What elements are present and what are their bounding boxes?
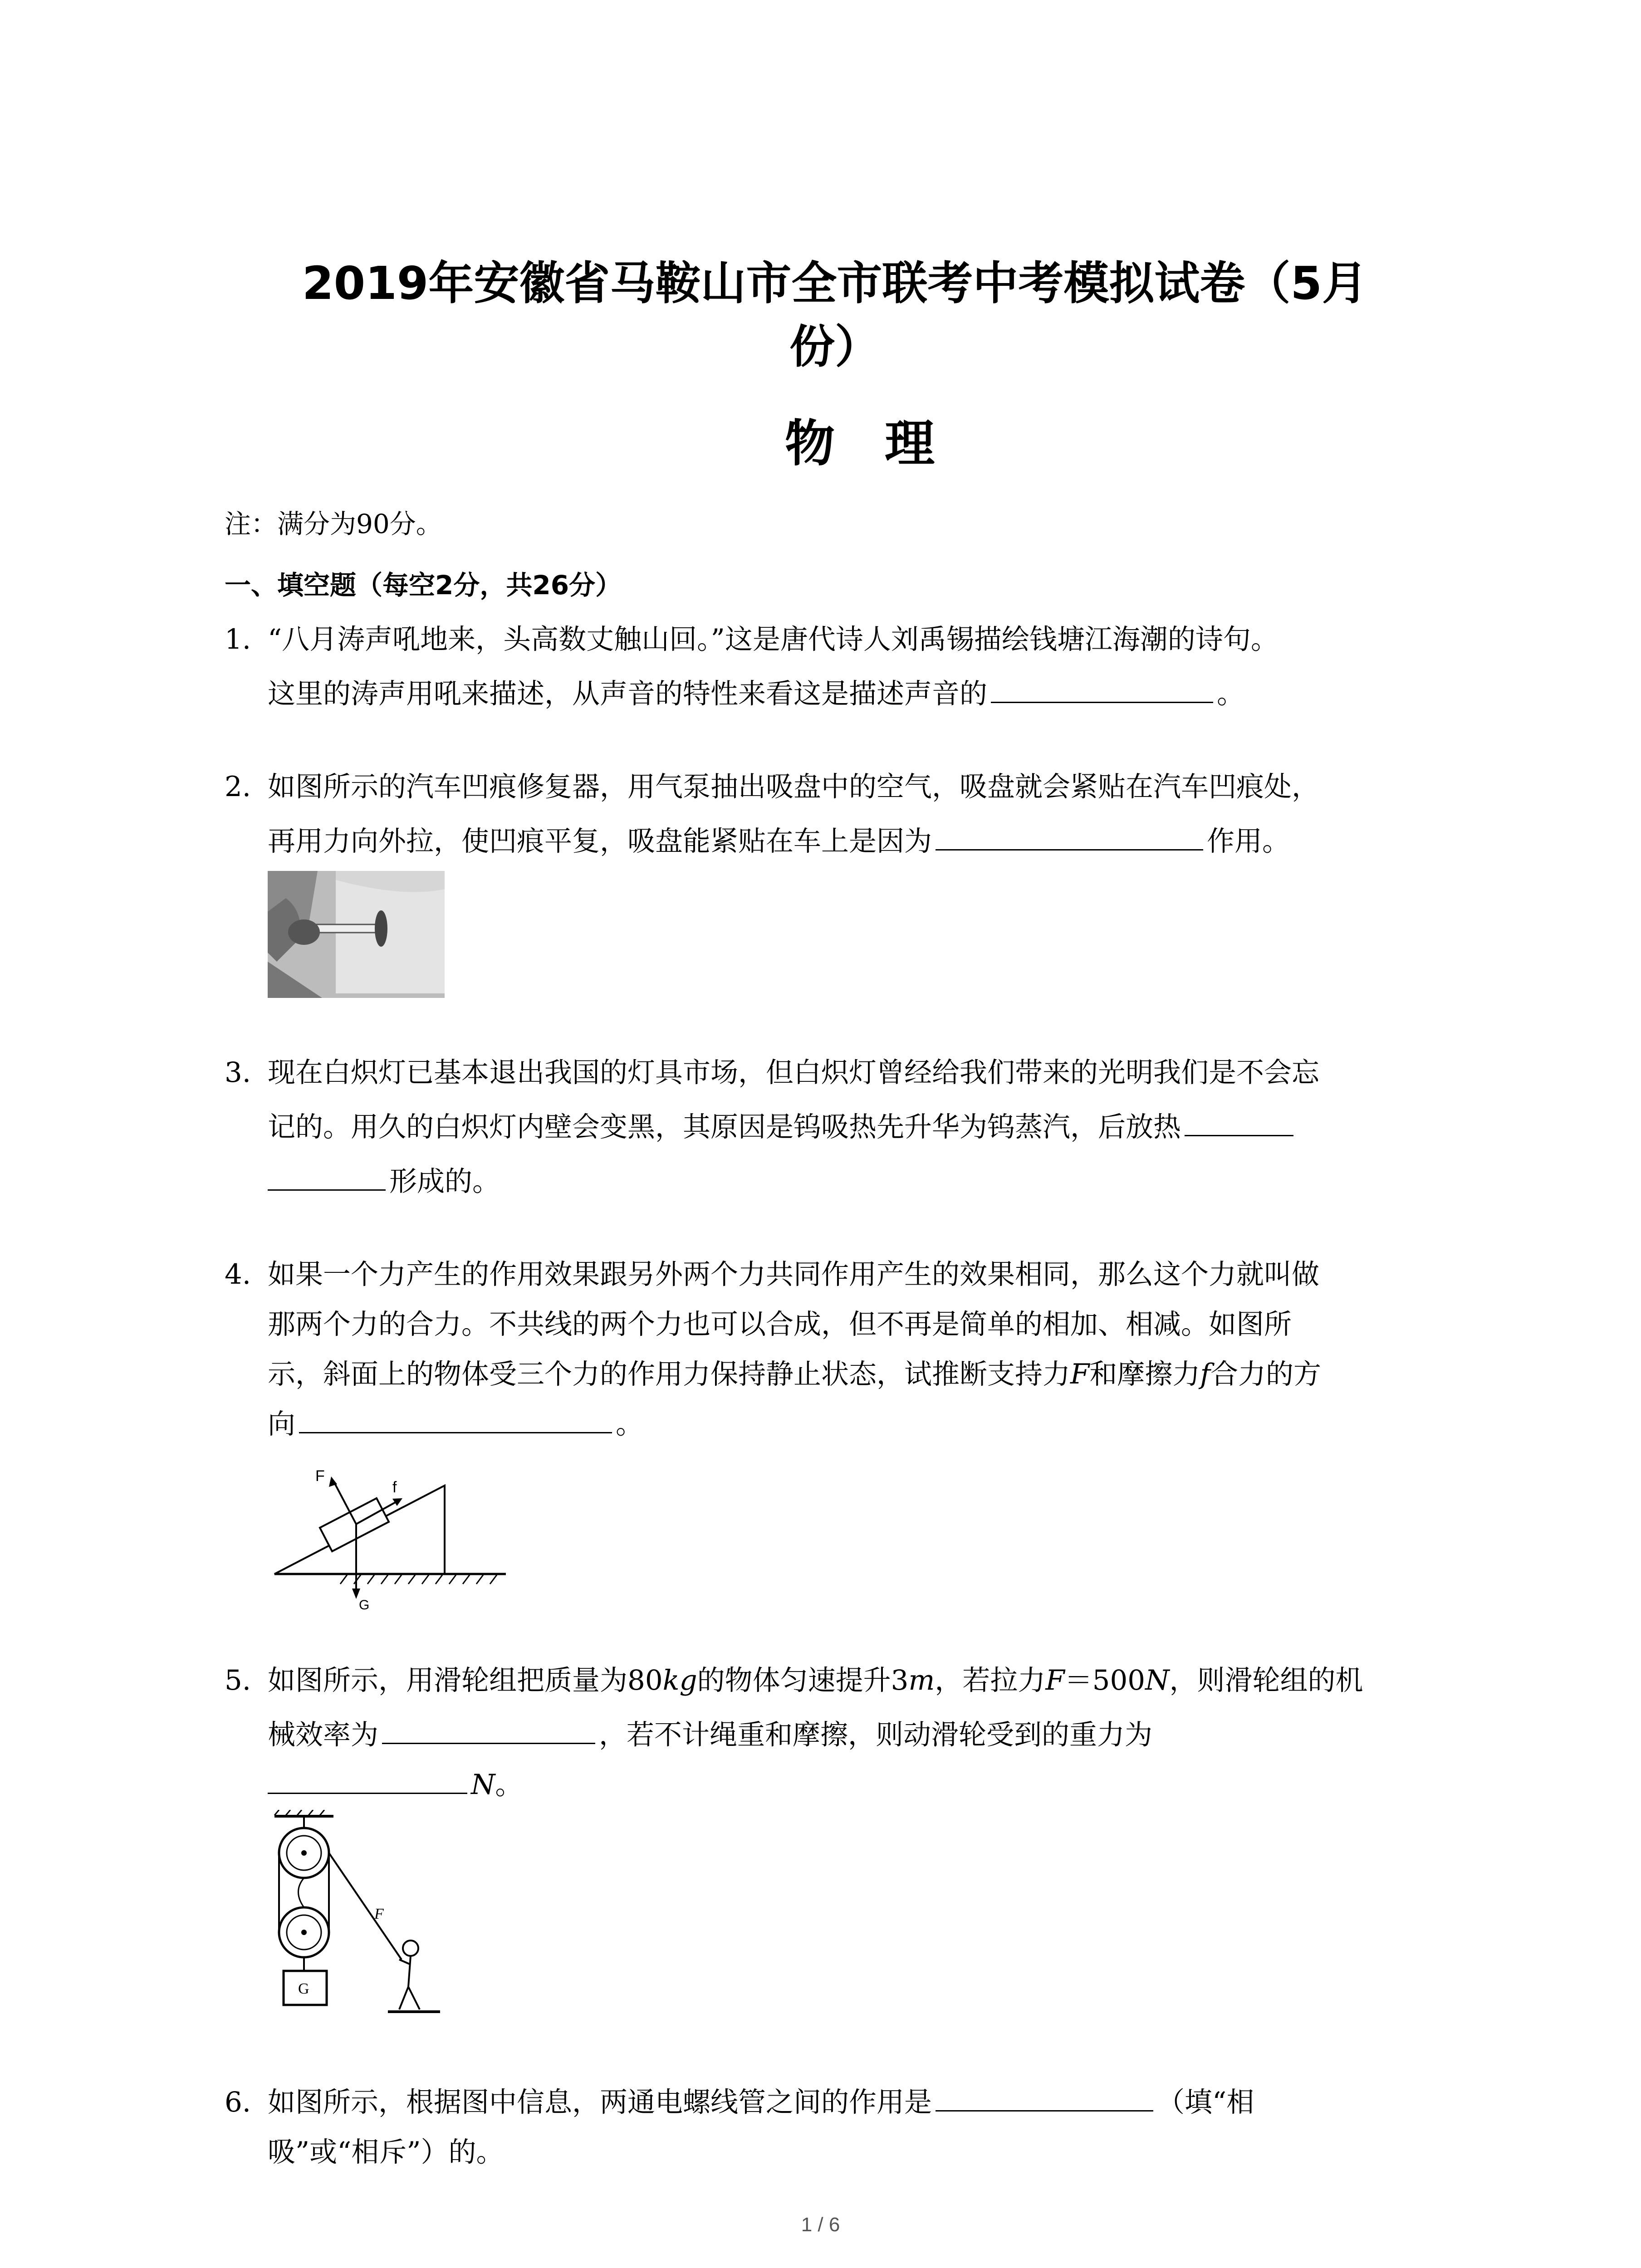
question-text: 的物体匀速提升 [697, 1664, 891, 1696]
question-3-line2 [268, 1107, 1297, 1148]
question-number: 6. [225, 2086, 251, 2118]
answer-blank[interactable] [268, 1765, 467, 1794]
question-4-line2: 那两个力的合力。不共线的两个力也可以合成，但不再是简单的相加、相减。如图所 [268, 1308, 1292, 1340]
height-value: 3 [891, 1664, 909, 1696]
force-value: ＝500 [1064, 1664, 1146, 1696]
answer-blank[interactable] [268, 1161, 386, 1191]
question-6-line2: 吸”或“相斥”）的。 [268, 2136, 504, 2168]
question-3 [225, 1052, 1319, 1093]
question-3-line3 [268, 1161, 500, 1202]
answer-blank[interactable] [382, 1715, 595, 1744]
question-text: 。 [495, 1769, 523, 1801]
question-text: 。 [1217, 678, 1245, 710]
question-text: 现在白炽灯已基本退出我国的灯具市场，但白炽灯曾经给我们带来的光明我们是不会忘 [268, 1056, 1320, 1089]
answer-blank[interactable] [1185, 1107, 1293, 1136]
question-1-line2 [268, 674, 1244, 714]
question-text: 再用力向外拉，使凹痕平复，吸盘能紧贴在车上是因为 [268, 825, 932, 857]
symbol-F: F [1045, 1664, 1065, 1696]
answer-blank[interactable] [936, 821, 1203, 850]
score-note: 注：满分为90分。 [225, 508, 442, 539]
question-5 [225, 1660, 1363, 1701]
question-5-line3 [268, 1765, 523, 1805]
question-4-line4 [268, 1404, 643, 1445]
pulley-system-diagram [265, 1810, 470, 2023]
symbol-f: f [1200, 1358, 1210, 1390]
question-text: 。 [616, 1408, 644, 1440]
question-text: ，若拉力 [935, 1664, 1046, 1696]
question-number: 3. [225, 1056, 251, 1089]
force-label-f: f [392, 1479, 397, 1496]
question-text: 如图所示的汽车凹痕修复器，用气泵抽出吸盘中的空气，吸盘就会紧贴在汽车凹痕处， [268, 771, 1320, 803]
question-text: 向 [268, 1408, 296, 1440]
subject-title: 物理 [785, 415, 985, 473]
question-6 [225, 2082, 1254, 2123]
answer-blank[interactable] [936, 2082, 1153, 2112]
force-label-G: G [359, 1598, 370, 1610]
question-4-line3 [268, 1354, 1321, 1395]
question-text: 和摩擦力 [1089, 1358, 1200, 1390]
question-text: 如果一个力产生的作用效果跟另外两个力共同作用产生的效果相同，那么这个力就叫做 [268, 1258, 1320, 1290]
question-text: （填“相 [1157, 2086, 1254, 2118]
question-text: 如图所示，用滑轮组把质量为 [268, 1664, 628, 1696]
question-text: 示，斜面上的物体受三个力的作用力保持静止状态，试推断支持力 [268, 1358, 1071, 1390]
question-1 [225, 619, 1279, 660]
question-2-line2 [268, 821, 1290, 862]
pull-force-label-F: F [374, 1906, 384, 1922]
dent-repair-photo [268, 871, 445, 998]
question-number: 5. [225, 1664, 251, 1696]
question-text: “八月涛声吼地来，头高数丈触山回。”这是唐代诗人刘禹锡描绘钱塘江海潮的诗句。 [268, 623, 1279, 655]
answer-blank[interactable] [991, 674, 1213, 703]
incline-force-diagram [270, 1442, 515, 1610]
question-2 [225, 767, 1319, 807]
question-text: ，则滑轮组的机 [1169, 1664, 1363, 1696]
question-text: 如图所示，根据图中信息，两通电螺线管之间的作用是 [268, 2086, 932, 2118]
question-text: 这里的涛声用吼来描述，从声音的特性来看这是描述声音的 [268, 678, 988, 710]
question-text: 作用。 [1207, 825, 1290, 857]
unit-N: N [1145, 1664, 1170, 1696]
answer-blank[interactable] [299, 1404, 612, 1433]
question-number: 2. [225, 771, 251, 803]
section-heading: 一、填空题（每空2分，共26分） [225, 570, 622, 601]
unit-N: N [471, 1769, 495, 1801]
question-text: 记的。用久的白炽灯内壁会变黑，其原因是钨吸热先升华为钨蒸汽，后放热 [268, 1111, 1181, 1143]
question-number: 1. [225, 623, 251, 655]
question-text: ，若不计绳重和摩擦，则动滑轮受到的重力为 [599, 1719, 1153, 1751]
question-text: 械效率为 [268, 1719, 379, 1751]
question-number: 4. [225, 1258, 251, 1290]
question-text: 形成的。 [389, 1165, 500, 1198]
symbol-F: F [1070, 1358, 1090, 1390]
page-number: 1 / 6 [801, 2214, 840, 2236]
question-4 [225, 1254, 1319, 1295]
question-text: 合力的方 [1210, 1358, 1321, 1390]
exam-title-line2: 份） [789, 320, 880, 373]
unit-m: m [908, 1664, 935, 1696]
load-label-G: G [298, 1980, 309, 1997]
unit-kg: kg [662, 1664, 697, 1696]
mass-value: 80 [627, 1664, 663, 1696]
question-5-line2 [268, 1715, 1152, 1755]
force-label-F: F [315, 1467, 325, 1485]
exam-title-line1: 2019年安徽省马鞍山市全市联考中考模拟试卷（5月 [302, 257, 1367, 310]
